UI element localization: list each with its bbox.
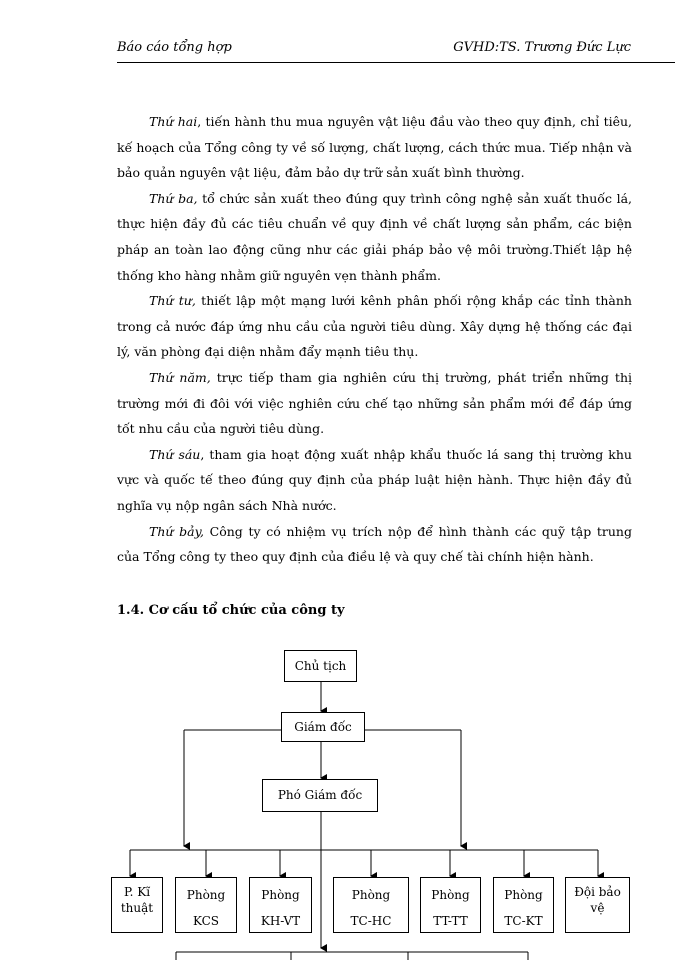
- department-box-tc-kt: Phòng TC-KT: [493, 877, 554, 933]
- paragraph: Thứ hai, tiến hành thu mua nguyên vật liệu đầu vào theo quy định, chỉ tiêu, kế hoạch của Tổng công ty về số lượng, chất lượng, cách thức mua. Tiếp nhận và bảo quản nguyên vật liệu, đảm bảo dự trữ sản xuất bình thường.: [117, 114, 633, 181]
- header-advisor: GVHD:TS. Trương Đức Lực: [453, 40, 631, 55]
- paragraph: Thứ năm, trực tiếp tham gia nghiên cứu thị trường, phát triển những thị trường mới đi đôi với việc nghiên cứu chế tạo những sản phẩm mới để đáp ứng tốt nhu cầu của người tiêu dùng.: [117, 369, 632, 437]
- paragraph: Thứ tư, thiết lập một mạng lưới kênh phân phối rộng khắp các tỉnh thành trong cả nước đáp ứng nhu cầu của người tiêu dùng. Xây dựng hệ thống các đại lý, văn phòng đại diện nhằm đẩy mạnh tiêu thụ.: [117, 293, 632, 360]
- director-box: Giám đốc: [281, 712, 365, 742]
- paragraph: Thứ bảy, Công ty có nhiệm vụ trích nộp để hình thành các quỹ tập trung của Tổng công ty theo quy định của điều lệ và quy chế tài chính hiện hành.: [117, 523, 632, 565]
- paragraph: Thứ ba, tổ chức sản xuất theo đúng quy trình công nghệ sản xuất thuốc lá, thực hiện đầy đủ các tiêu chuẩn về quy định về chất lượng sản phẩm, các biện pháp an toàn lao động cũng như các giải pháp bảo vệ môi trường.Thiết lập hệ thống kho hàng nhằm giữ nguyên vẹn thành phẩm.: [117, 190, 633, 283]
- department-box-kcs: Phòng KCS: [175, 877, 237, 933]
- department-box-tc-hc: Phòng TC-HC: [333, 877, 409, 933]
- department-box-tt-tt: Phòng TT-TT: [420, 877, 481, 933]
- department-box-technical: P. Kĩ thuật: [111, 877, 163, 933]
- department-box-security: Đội bảo vệ: [565, 877, 630, 933]
- deputy-director-box: Phó Giám đốc: [262, 779, 378, 812]
- paragraph: Thứ sáu, tham gia hoạt động xuất nhập khẩu thuốc lá sang thị trường khu vực và quốc tế theo đúng quy định của pháp luật hiện hành. Thực hiện đầy đủ nghĩa vụ nộp ngân sách Nhà nước.: [117, 446, 632, 513]
- header-title: Báo cáo tổng hợp: [117, 40, 232, 55]
- chairman-box: Chủ tịch: [284, 650, 357, 682]
- section-title: 1.4. Cơ cấu tổ chức của công ty: [117, 603, 345, 618]
- department-box-kh-vt: Phòng KH-VT: [249, 877, 312, 933]
